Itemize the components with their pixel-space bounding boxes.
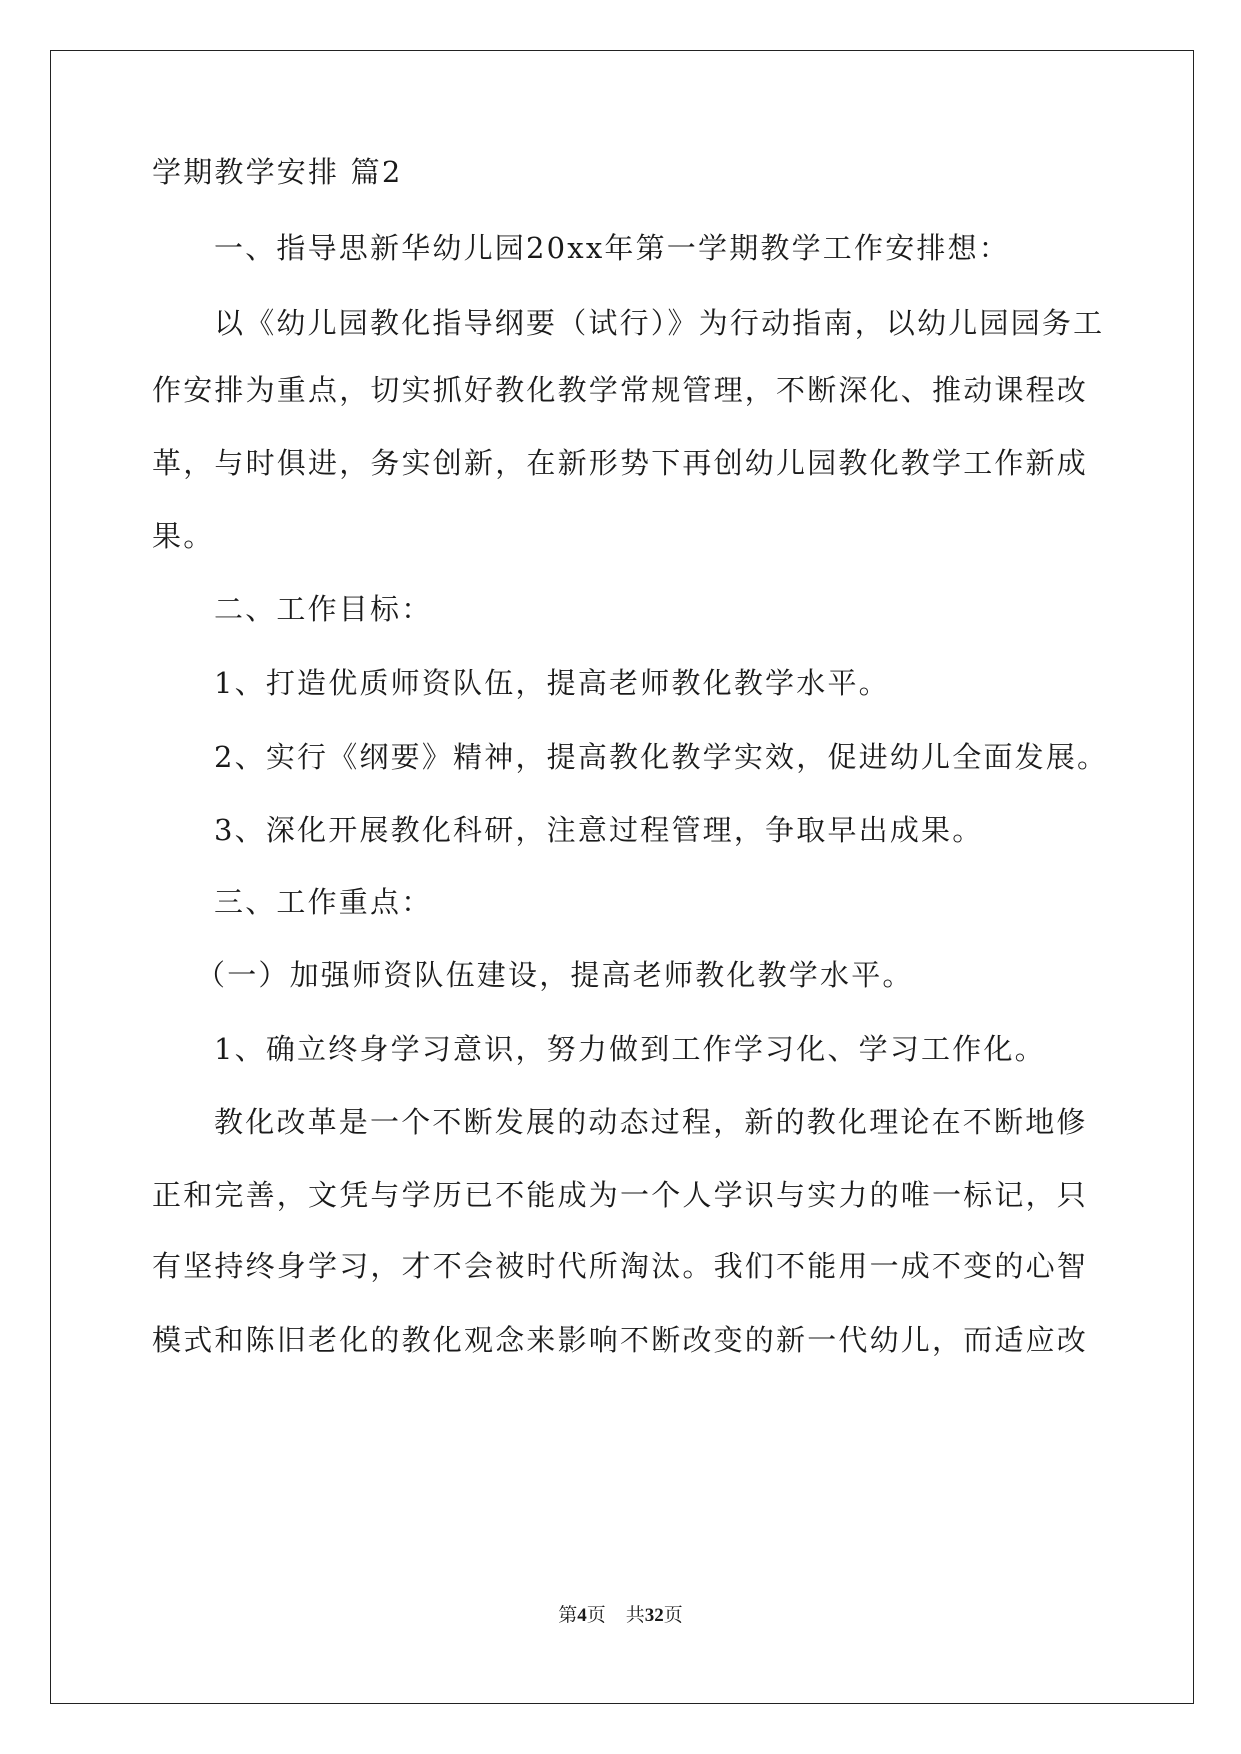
paragraph-line: 以《幼儿园教化指导纲要（试行）》为行动指南，以幼儿园园务工: [214, 306, 1105, 340]
paragraph-line: 作安排为重点，切实抓好教化教学常规管理，不断深化、推动课程改: [152, 373, 1089, 407]
list-item: 1、确立终身学习意识，努力做到工作学习化、学习工作化。: [214, 1032, 1046, 1066]
paragraph-line: 有坚持终身学习，才不会被时代所淘汰。我们不能用一成不变的心智: [152, 1249, 1089, 1283]
paragraph-line: 教化改革是一个不断发展的动态过程，新的教化理论在不断地修: [214, 1105, 1088, 1139]
paragraph-line: 模式和陈旧老化的教化观念来影响不断改变的新一代幼儿，而适应改: [152, 1323, 1089, 1357]
page-border: [50, 50, 1194, 1704]
page-prefix: 第: [558, 1605, 578, 1626]
subsection-heading: （一）加强师资队伍建设，提高老师教化教学水平。: [196, 958, 914, 992]
list-item: 2、实行《纲要》精神，提高教化教学实效，促进幼儿全面发展。: [214, 740, 1109, 774]
paragraph-line: 果。: [152, 519, 215, 553]
paragraph-line: 革，与时俱进，务实创新，在新形势下再创幼儿园教化教学工作新成: [152, 446, 1089, 480]
total-suffix: 页: [663, 1605, 683, 1626]
page-current: 4: [577, 1605, 587, 1626]
page-suffix: 页: [586, 1605, 606, 1626]
section-heading: 三、工作重点：: [214, 885, 433, 919]
paragraph-line: 一、指导思新华幼儿园20xx年第一学期教学工作安排想：: [214, 231, 1011, 265]
page-total: 32: [644, 1605, 664, 1626]
paragraph-line: 正和完善，文凭与学历已不能成为一个人学识与实力的唯一标记，只: [152, 1178, 1089, 1212]
list-item: 3、深化开展教化科研，注意过程管理，争取早出成果。: [214, 813, 984, 847]
list-item: 1、打造优质师资队伍，提高老师教化教学水平。: [214, 666, 890, 700]
page-footer: [0, 1600, 1241, 1627]
section-heading: 二、工作目标：: [214, 592, 433, 626]
document-title: 学期教学安排 篇2: [152, 155, 403, 189]
total-prefix: 共: [625, 1605, 645, 1626]
